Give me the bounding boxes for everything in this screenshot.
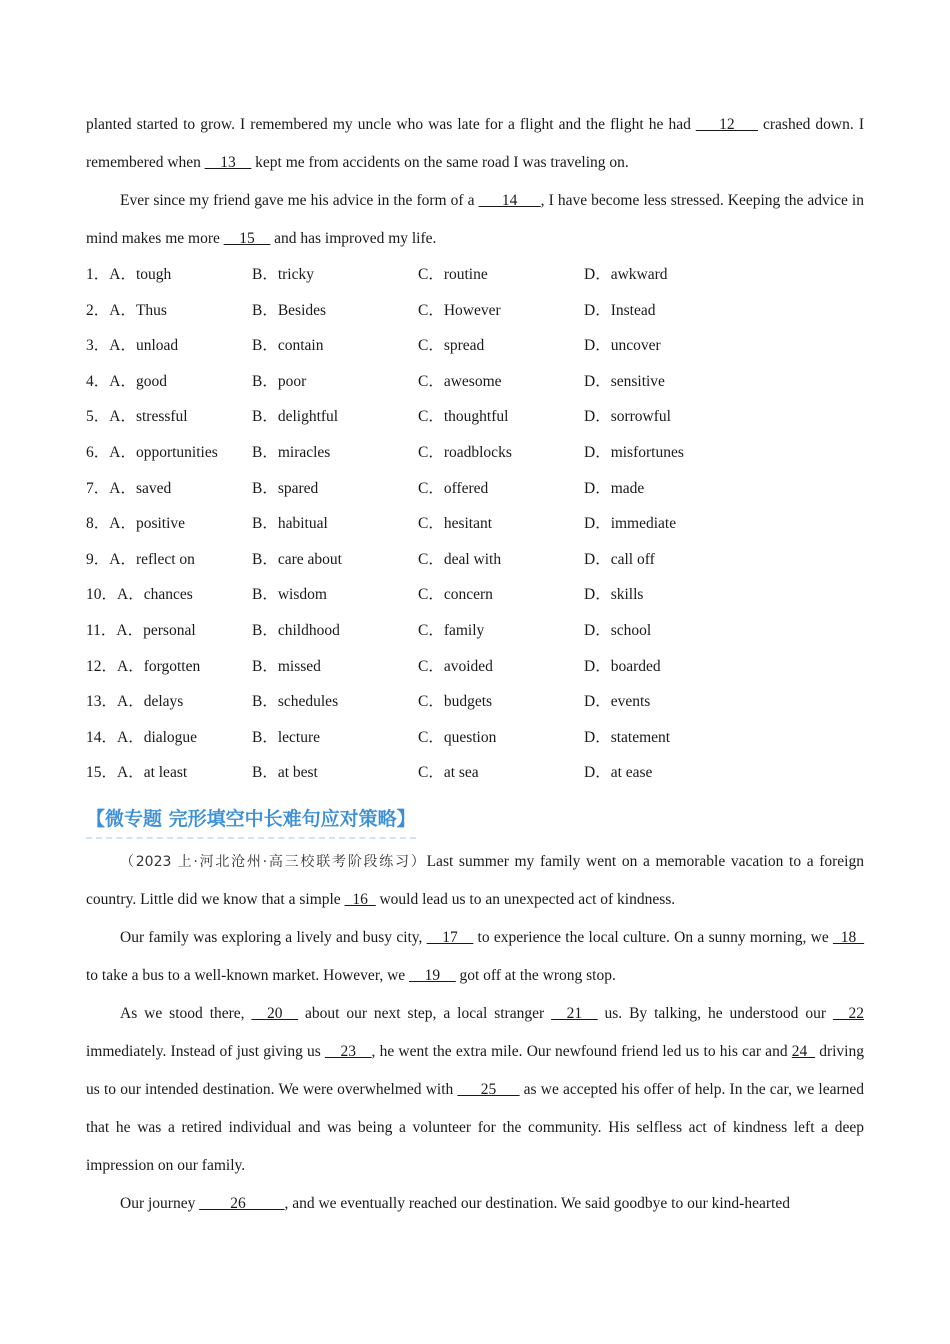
text: kept me from accidents on the same road I was traveling on.	[251, 154, 629, 171]
option-d: D．at ease	[584, 764, 653, 782]
option-c: C．routine	[418, 266, 488, 283]
text: planted started to grow. I remembered my uncle who was late for a flight and the flight he had	[86, 116, 696, 133]
option-a: 5．A．stressful	[86, 408, 188, 426]
passage1-paragraph1	[86, 106, 864, 182]
text: Our family was exploring a lively and busy city,	[120, 928, 427, 946]
option-b: B．delightful	[252, 408, 339, 426]
option-c: C．family	[418, 621, 485, 639]
option-c: C．spread	[418, 337, 485, 355]
passage2-paragraph4	[86, 1185, 864, 1223]
option-row	[86, 435, 864, 471]
blank-26: ____26_____	[199, 1194, 285, 1212]
text: , I have become less stressed. Keeping the advice in mind makes me more	[86, 192, 864, 247]
option-row	[86, 471, 864, 507]
text: about our next step, a local stranger	[298, 1004, 552, 1022]
blank-12: ___12___	[695, 116, 758, 133]
option-b: B．tricky	[252, 266, 314, 283]
option-row	[86, 684, 864, 720]
option-a: 4．A．good	[86, 372, 167, 390]
option-b: B．spared	[252, 479, 319, 497]
blank-17: __17__	[426, 928, 474, 946]
text: crashed down. I remembered when	[86, 116, 864, 171]
option-a: 11．A．personal	[86, 621, 196, 639]
option-d: D．sensitive	[584, 372, 665, 390]
blank-23: __23__	[325, 1042, 372, 1060]
option-d: D．immediate	[584, 515, 677, 533]
section-heading	[86, 801, 864, 837]
blank-21: __21__	[551, 1004, 598, 1022]
blank-14: ___14___	[478, 192, 541, 209]
option-row	[86, 720, 864, 756]
source-note: （2023 上·河北沧州·高三校联考阶段练习）	[120, 853, 427, 870]
option-d: D．boarded	[584, 657, 661, 675]
option-c: C．offered	[418, 479, 489, 497]
option-c: C．deal with	[418, 550, 502, 568]
document-page	[86, 106, 864, 1223]
option-a: 13．A．delays	[86, 693, 184, 711]
option-c: C．thoughtful	[418, 408, 509, 426]
option-d: D．school	[584, 621, 652, 639]
option-row	[86, 649, 864, 685]
text: to experience the local culture. On a sunny morning, we	[473, 928, 834, 946]
option-c: C．question	[418, 728, 497, 746]
text: as we accepted his offer of help. In the car, we learned that he was a retired individual and was being a volunteer for the community. His selfless act of kindness left a deep impression on our family.	[86, 1080, 864, 1174]
option-a: 10．A．chances	[86, 586, 193, 604]
option-b: B．childhood	[252, 621, 340, 639]
text: , he went the extra mile. Our newfound friend led us to his car and	[371, 1042, 792, 1060]
option-row	[86, 613, 864, 649]
text: As we stood there,	[120, 1004, 252, 1022]
option-a: 7．A．saved	[86, 479, 172, 497]
option-d: D．skills	[584, 586, 644, 604]
option-d: D．uncover	[584, 337, 661, 355]
option-row	[86, 399, 864, 435]
option-a: 15．A．at least	[86, 764, 188, 782]
options-list	[86, 257, 864, 791]
option-d: D．events	[584, 693, 651, 711]
option-b: B．wisdom	[252, 586, 327, 604]
option-c: C．roadblocks	[418, 443, 512, 461]
option-row	[86, 577, 864, 613]
blank-22: __22	[832, 1004, 864, 1022]
blank-25: ___25___	[457, 1080, 520, 1098]
passage2-paragraph1	[86, 843, 864, 919]
option-row	[86, 257, 864, 293]
option-d: D．statement	[584, 728, 671, 746]
option-a: 9．A．reflect on	[86, 550, 195, 568]
option-row	[86, 755, 864, 791]
option-b: B．habitual	[252, 515, 328, 533]
option-row	[86, 328, 864, 364]
option-a: 6．A．opportunities	[86, 443, 218, 461]
option-b: B．at best	[252, 764, 318, 782]
option-b: B．poor	[252, 372, 307, 390]
text: Our journey	[120, 1194, 200, 1212]
blank-13: __13__	[204, 154, 252, 171]
option-a: 3．A．unload	[86, 337, 179, 355]
text: , and we eventually reached our destination. We said goodbye to our kind-hearted	[284, 1194, 790, 1212]
passage2	[86, 843, 864, 1223]
text: would lead us to an unexpected act of kindness.	[375, 890, 676, 908]
section-heading-text: 【微专题 完形填空中长难句应对策略】	[86, 801, 416, 839]
option-c: C．awesome	[418, 372, 502, 390]
text: got off at the wrong stop.	[455, 966, 616, 984]
text: us. By talking, he understood our	[597, 1004, 833, 1022]
option-d: D．made	[584, 479, 645, 497]
option-row	[86, 506, 864, 542]
option-a: 12．A．forgotten	[86, 657, 201, 675]
option-d: D．Instead	[584, 301, 656, 319]
option-c: C．budgets	[418, 693, 493, 711]
blank-18: _18_	[833, 928, 865, 946]
blank-19: __19__	[409, 966, 456, 984]
passage1-paragraph2	[86, 182, 864, 258]
option-row	[86, 293, 864, 329]
option-d: D．call off	[584, 550, 655, 568]
option-row	[86, 364, 864, 400]
blank-24: 24_	[791, 1042, 816, 1060]
text: immediately. Instead of just giving us	[86, 1042, 326, 1060]
passage2-paragraph3	[86, 995, 864, 1185]
blank-15: __15__	[223, 230, 271, 247]
option-a: 2．A．Thus	[86, 301, 167, 319]
option-a: 14．A．dialogue	[86, 728, 198, 746]
blank-16: _16_	[344, 890, 376, 908]
option-c: C．However	[418, 301, 501, 319]
option-d: D．awkward	[584, 266, 668, 283]
blank-20: __20__	[251, 1004, 298, 1022]
option-d: D．misfortunes	[584, 443, 684, 461]
option-b: B．care about	[252, 550, 342, 568]
option-b: B．missed	[252, 657, 321, 675]
option-a: 8．A．positive	[86, 515, 186, 533]
option-c: C．concern	[418, 586, 493, 604]
text: Last summer my family went on a memorable vacation to a foreign country. Little did we know that a simple	[86, 852, 864, 908]
text: to take a bus to a well-known market. However, we	[86, 966, 410, 984]
option-b: B．contain	[252, 337, 324, 355]
option-b: B．schedules	[252, 693, 339, 711]
option-b: B．miracles	[252, 443, 331, 461]
option-c: C．at sea	[418, 764, 479, 782]
option-b: B．Besides	[252, 301, 327, 319]
option-c: C．hesitant	[418, 515, 493, 533]
option-d: D．sorrowful	[584, 408, 671, 426]
passage2-paragraph2	[86, 919, 864, 995]
option-b: B．lecture	[252, 728, 321, 746]
option-row	[86, 542, 864, 578]
option-c: C．avoided	[418, 657, 493, 675]
text: driving us to our intended destination. We were overwhelmed with	[86, 1042, 864, 1098]
text: Ever since my friend gave me his advice in the form of a	[120, 192, 479, 209]
option-a: 1．A．tough	[86, 266, 172, 283]
text: and has improved my life.	[270, 230, 437, 247]
